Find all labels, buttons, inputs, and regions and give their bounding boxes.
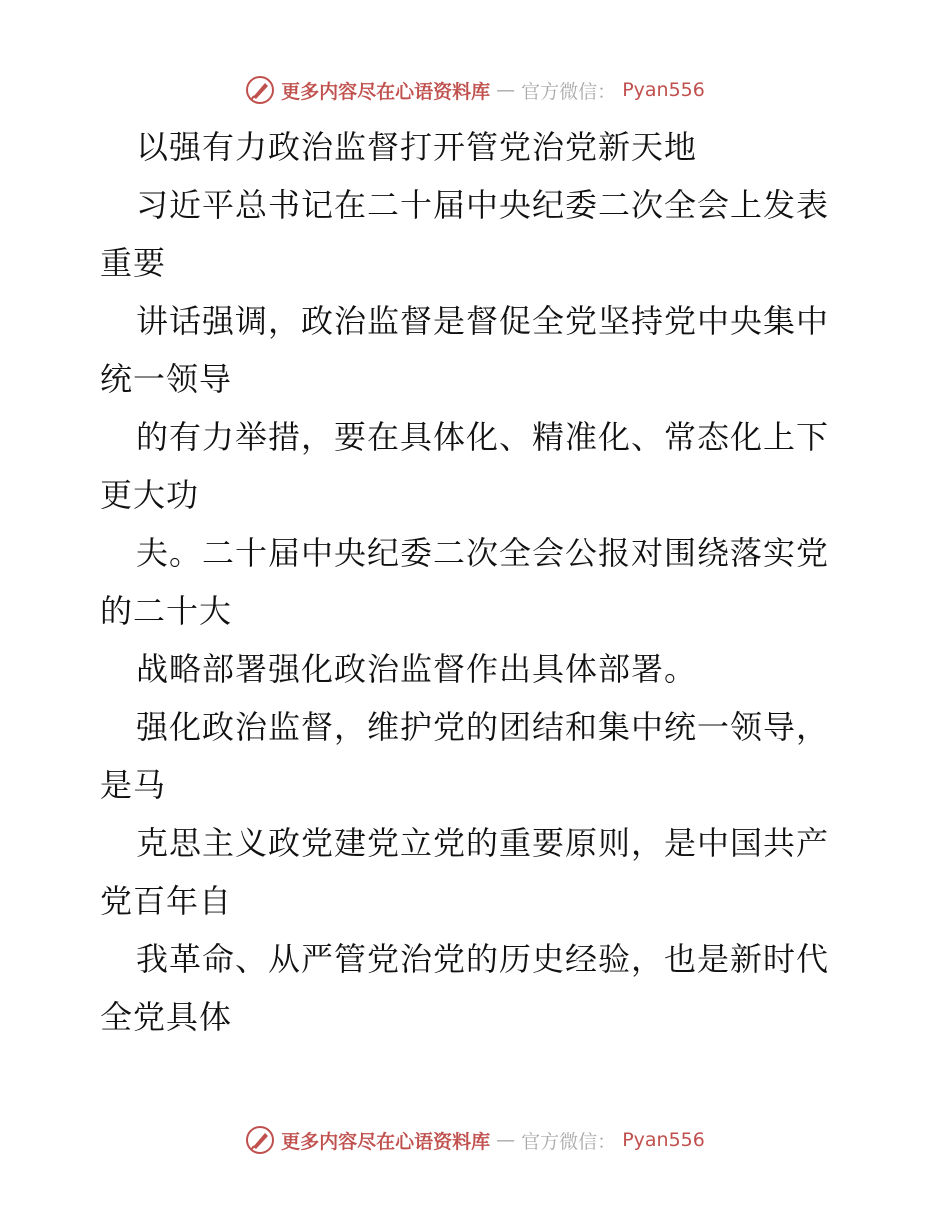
watermark-separator: — xyxy=(496,79,516,101)
quill-pen-icon xyxy=(245,1125,275,1155)
watermark-wechat-id: Pyan556 xyxy=(622,1129,705,1151)
text-line: 的有力举措，要在具体化、精准化、常态化上下 xyxy=(136,418,830,456)
document-body xyxy=(100,118,860,1046)
quill-pen-icon xyxy=(245,75,275,105)
text-line: 重要 xyxy=(100,244,167,282)
text-line: 我革命、从严管党治党的历史经验，也是新时代 xyxy=(136,940,830,978)
watermark-wechat-id: Pyan556 xyxy=(622,79,705,101)
text-line: 是马 xyxy=(100,766,167,804)
footer-watermark xyxy=(0,1120,950,1160)
watermark-main-text: 更多内容尽在心语资料库 xyxy=(281,80,491,103)
watermark-separator: — xyxy=(496,1129,516,1151)
watermark-wechat-label: 官方微信： xyxy=(521,80,617,103)
text-line: 更大功 xyxy=(100,476,200,514)
text-line: 党百年自 xyxy=(100,882,233,920)
text-line: 战略部署强化政治监督作出具体部署。 xyxy=(136,650,698,688)
text-line: 统一领导 xyxy=(100,360,233,398)
text-line: 的二十大 xyxy=(100,592,233,630)
text-line: 习近平总书记在二十届中央纪委二次全会上发表 xyxy=(136,186,830,224)
watermark-wechat-label: 官方微信： xyxy=(521,1130,617,1153)
document-title: 以强有力政治监督打开管党治党新天地 xyxy=(136,128,698,166)
header-watermark xyxy=(0,70,950,110)
text-line: 讲话强调，政治监督是督促全党坚持党中央集中 xyxy=(136,302,830,340)
text-line: 夫。二十届中央纪委二次全会公报对围绕落实党 xyxy=(136,534,830,572)
text-line: 强化政治监督，维护党的团结和集中统一领导， xyxy=(136,708,830,746)
text-line: 克思主义政党建党立党的重要原则，是中国共产 xyxy=(136,824,830,862)
watermark-main-text: 更多内容尽在心语资料库 xyxy=(281,1130,491,1153)
text-line: 全党具体 xyxy=(100,998,233,1036)
